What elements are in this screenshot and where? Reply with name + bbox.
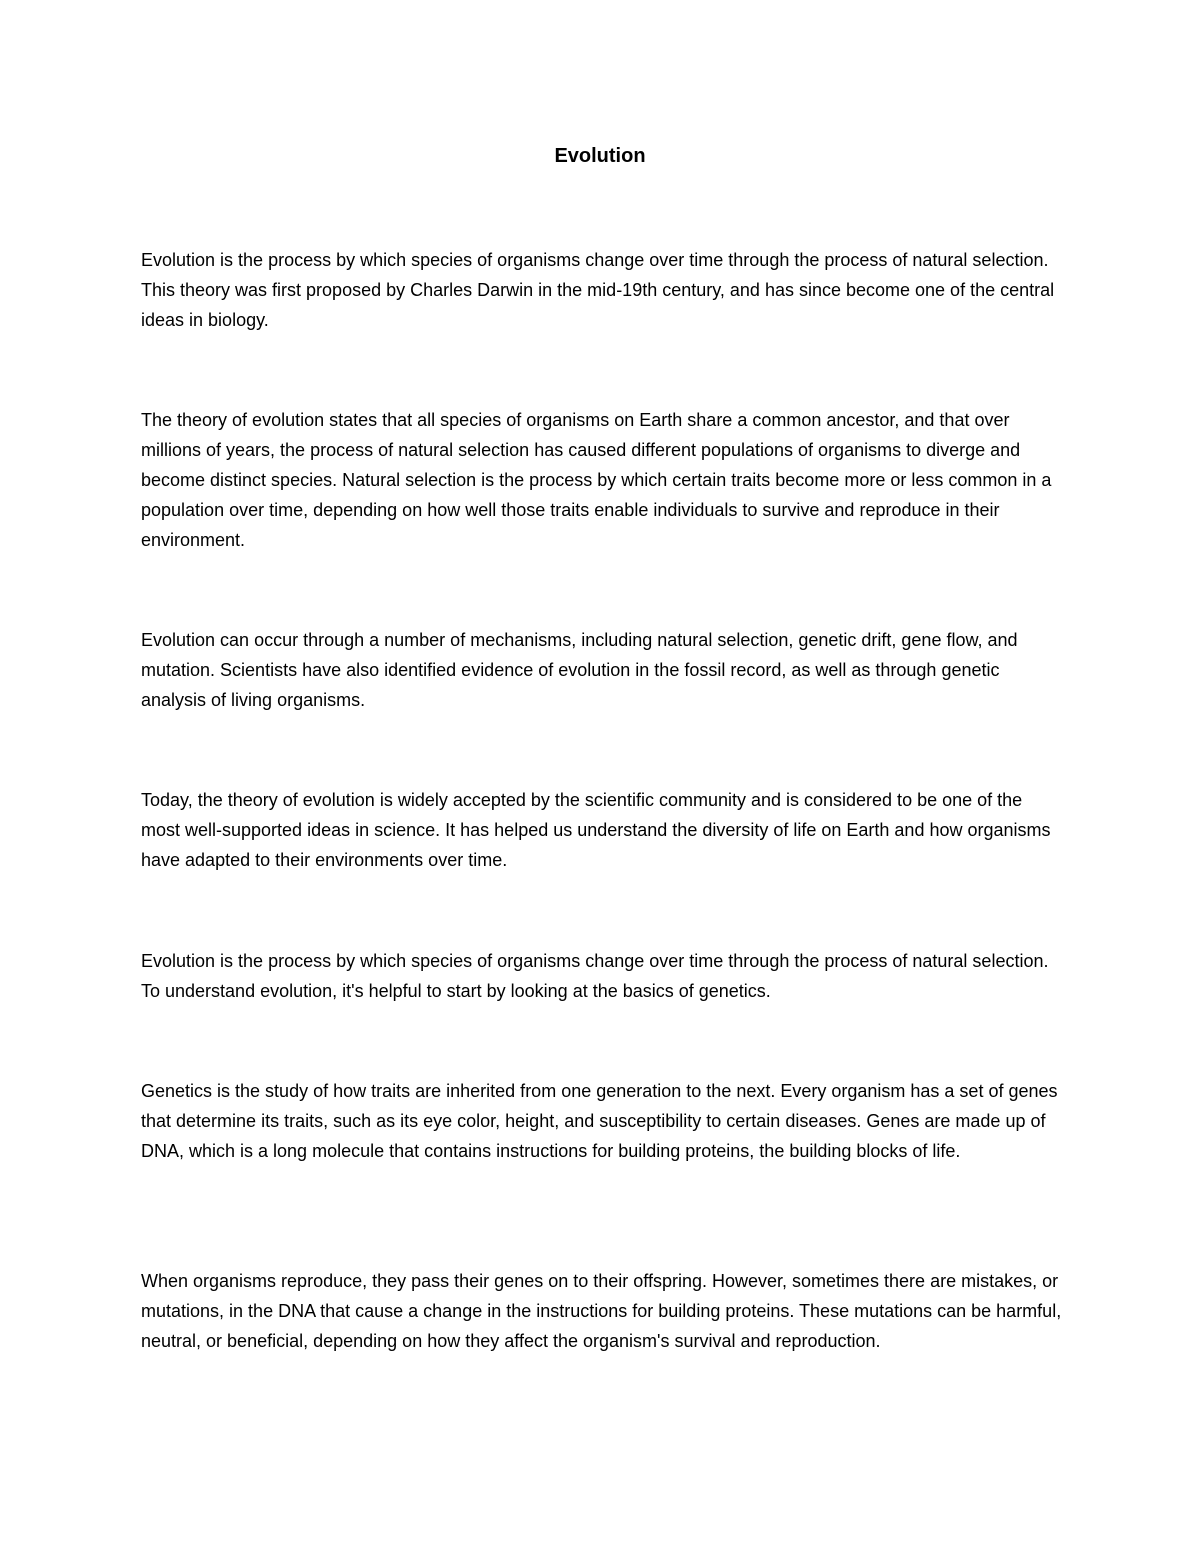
document-title: Evolution [554, 145, 646, 167]
paragraph: Evolution can occur through a number of mechanisms, including natural selection, genetic drift, gene flow, and mutation. Scientists have also identified evidence of evolution in the fossil record, as well as through genetic analysis of living organisms. [141, 630, 1018, 710]
paragraph: The theory of evolution states that all species of organisms on Earth share a common ancestor, and that over millions of years, the process of natural selection has caused different populations of organisms to diverge and become distinct species. Natural selection is the process by which certain traits become more or less common in a population over time, depending on how well those traits enable individuals to survive and reproduce in their environment. [141, 410, 1052, 550]
paragraph: Today, the theory of evolution is widely accepted by the scientific community and is considered to be one of the most well-supported ideas in science. It has helped us understand the diversity of life on Earth and how organisms have adapted to their environments over time. [141, 790, 1051, 870]
paragraph: When organisms reproduce, they pass their genes on to their offspring. However, sometimes there are mistakes, or mutations, in the DNA that cause a change in the instructions for building proteins. These mutations can be harmful, neutral, or beneficial, depending on how they affect the organism's survival and reproduction. [141, 1271, 1062, 1351]
paragraph: Evolution is the process by which species of organisms change over time through the process of natural selection. This theory was first proposed by Charles Darwin in the mid-19th century, and has since become one of the central ideas in biology. [141, 250, 1055, 330]
paragraph: Genetics is the study of how traits are inherited from one generation to the next. Every organism has a set of genes that determine its traits, such as its eye color, height, and susceptibility to certain diseases. Genes are made up of DNA, which is a long molecule that contains instructions for building proteins, the building blocks of life. [141, 1081, 1058, 1161]
paragraph: Evolution is the process by which species of organisms change over time through the process of natural selection. To understand evolution, it's helpful to start by looking at the basics of genetics. [141, 951, 1049, 1001]
